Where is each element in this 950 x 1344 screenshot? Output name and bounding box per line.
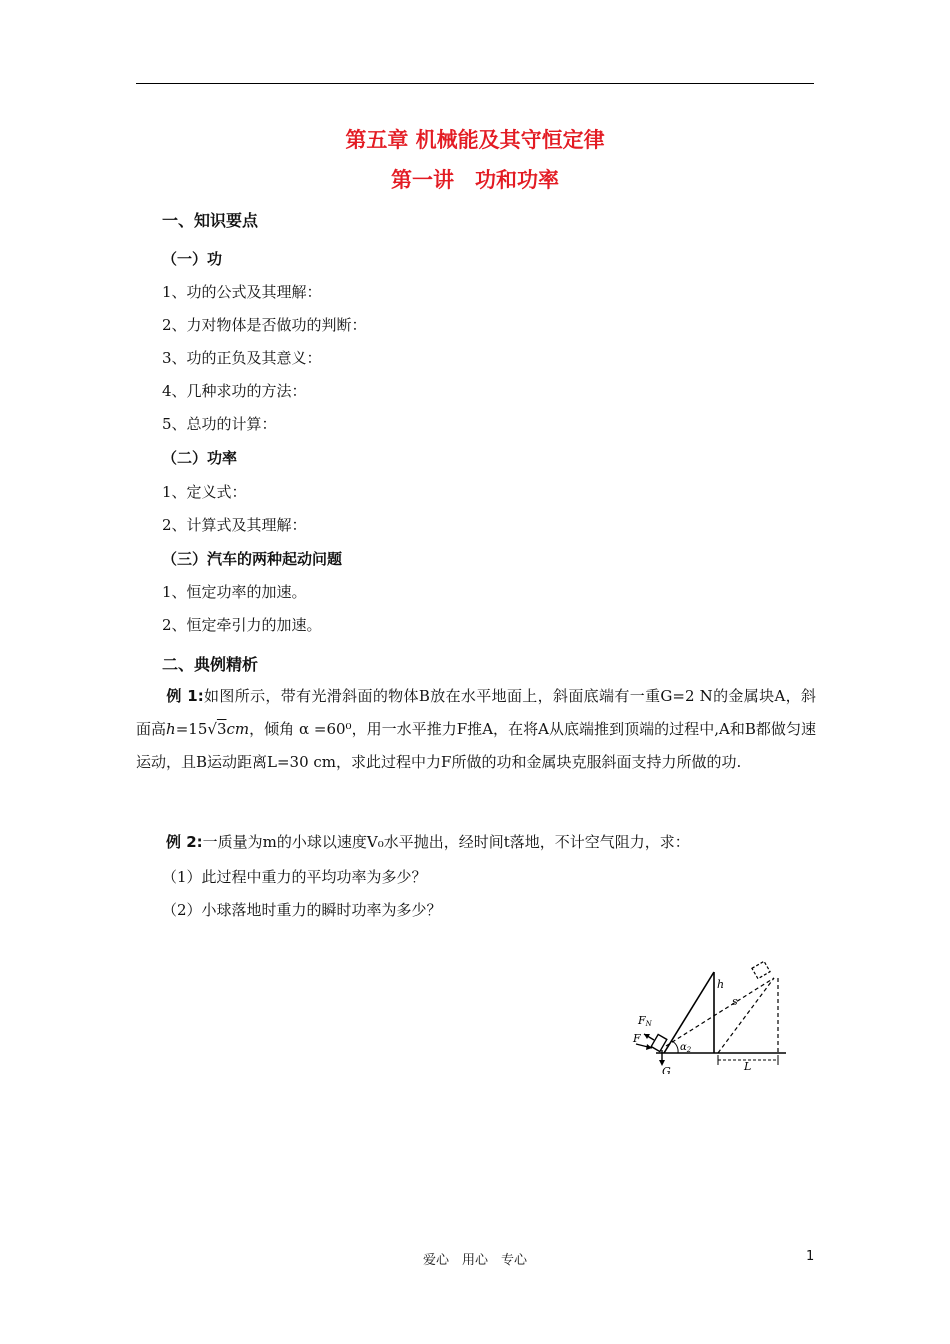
subheading-work: （一）功 <box>162 250 223 268</box>
list-item: 1、定义式： <box>162 483 247 501</box>
block-a-top-dashed <box>752 961 770 978</box>
subheading-power: （二）功率 <box>162 449 238 467</box>
list-item: 4、几种求功的方法： <box>162 382 307 400</box>
list-item: 2、恒定牵引力的加速。 <box>162 616 322 634</box>
chapter-title: 第五章 机械能及其守恒定律 <box>345 128 605 152</box>
example-2-question-2: （2）小球落地时重力的瞬时功率为多少？ <box>162 901 442 919</box>
label-l: L <box>744 1060 752 1073</box>
list-item: 1、恒定功率的加速。 <box>162 583 307 601</box>
example-2-text: 一质量为m的小球以速度V₀水平抛出，经时间t落地，不计空气阻力，求： <box>202 833 690 851</box>
displaced-slope-dashed <box>718 978 774 1053</box>
label-s: s <box>732 995 738 1008</box>
example-2 <box>136 826 816 859</box>
label-f: F <box>633 1032 641 1045</box>
list-item: 2、力对物体是否做功的判断： <box>162 316 367 334</box>
subheading-car-start: （三）汽车的两种起动问题 <box>162 550 343 568</box>
page-footer: 爱心 用心 专心 <box>422 1253 527 1268</box>
section-heading-knowledge: 一、知识要点 <box>162 211 259 230</box>
section-heading-examples: 二、典例精析 <box>162 655 259 674</box>
list-item: 2、计算式及其理解： <box>162 516 307 534</box>
label-fn: FN <box>638 1014 652 1028</box>
example-1-text-a: 如图所示，带有光滑斜面的物体B放在水平地面上，斜面底端有一重G=2 N的金属块A，斜面高 <box>136 687 816 738</box>
example-2-label: 例 2: <box>166 833 203 851</box>
label-alpha: $\alpha_2$ <box>680 1042 692 1054</box>
example-1-text-b: ，倾角 α =60⁰，用一水平推力F推A，在将A从底端推到顶端的过程中,A和B都做匀速运动，且B运动距离L=30 cm，求此过程中力F所做的功和金属块克服斜面支持力所做的功. <box>136 720 816 771</box>
lecture-title: 第一讲 功和功率 <box>391 168 559 192</box>
list-item: 1、功的公式及其理解： <box>162 283 322 301</box>
list-item: 5、总功的计算： <box>162 415 277 433</box>
example-1 <box>136 680 816 779</box>
label-h: h <box>717 978 725 991</box>
header-rule <box>136 83 814 84</box>
page-number: 1 <box>806 1249 815 1264</box>
angle-arc <box>672 1041 678 1053</box>
block-a <box>651 1034 667 1051</box>
height-formula: h=15√3cm <box>166 720 250 738</box>
label-g: G <box>662 1065 671 1074</box>
incline-diagram <box>626 958 794 1074</box>
example-2-question-1: （1）此过程中重力的平均功率为多少？ <box>162 868 427 886</box>
list-item: 3、功的正负及其意义： <box>162 349 322 367</box>
example-1-label: 例 1: <box>166 687 204 705</box>
incline-slope <box>664 972 714 1053</box>
